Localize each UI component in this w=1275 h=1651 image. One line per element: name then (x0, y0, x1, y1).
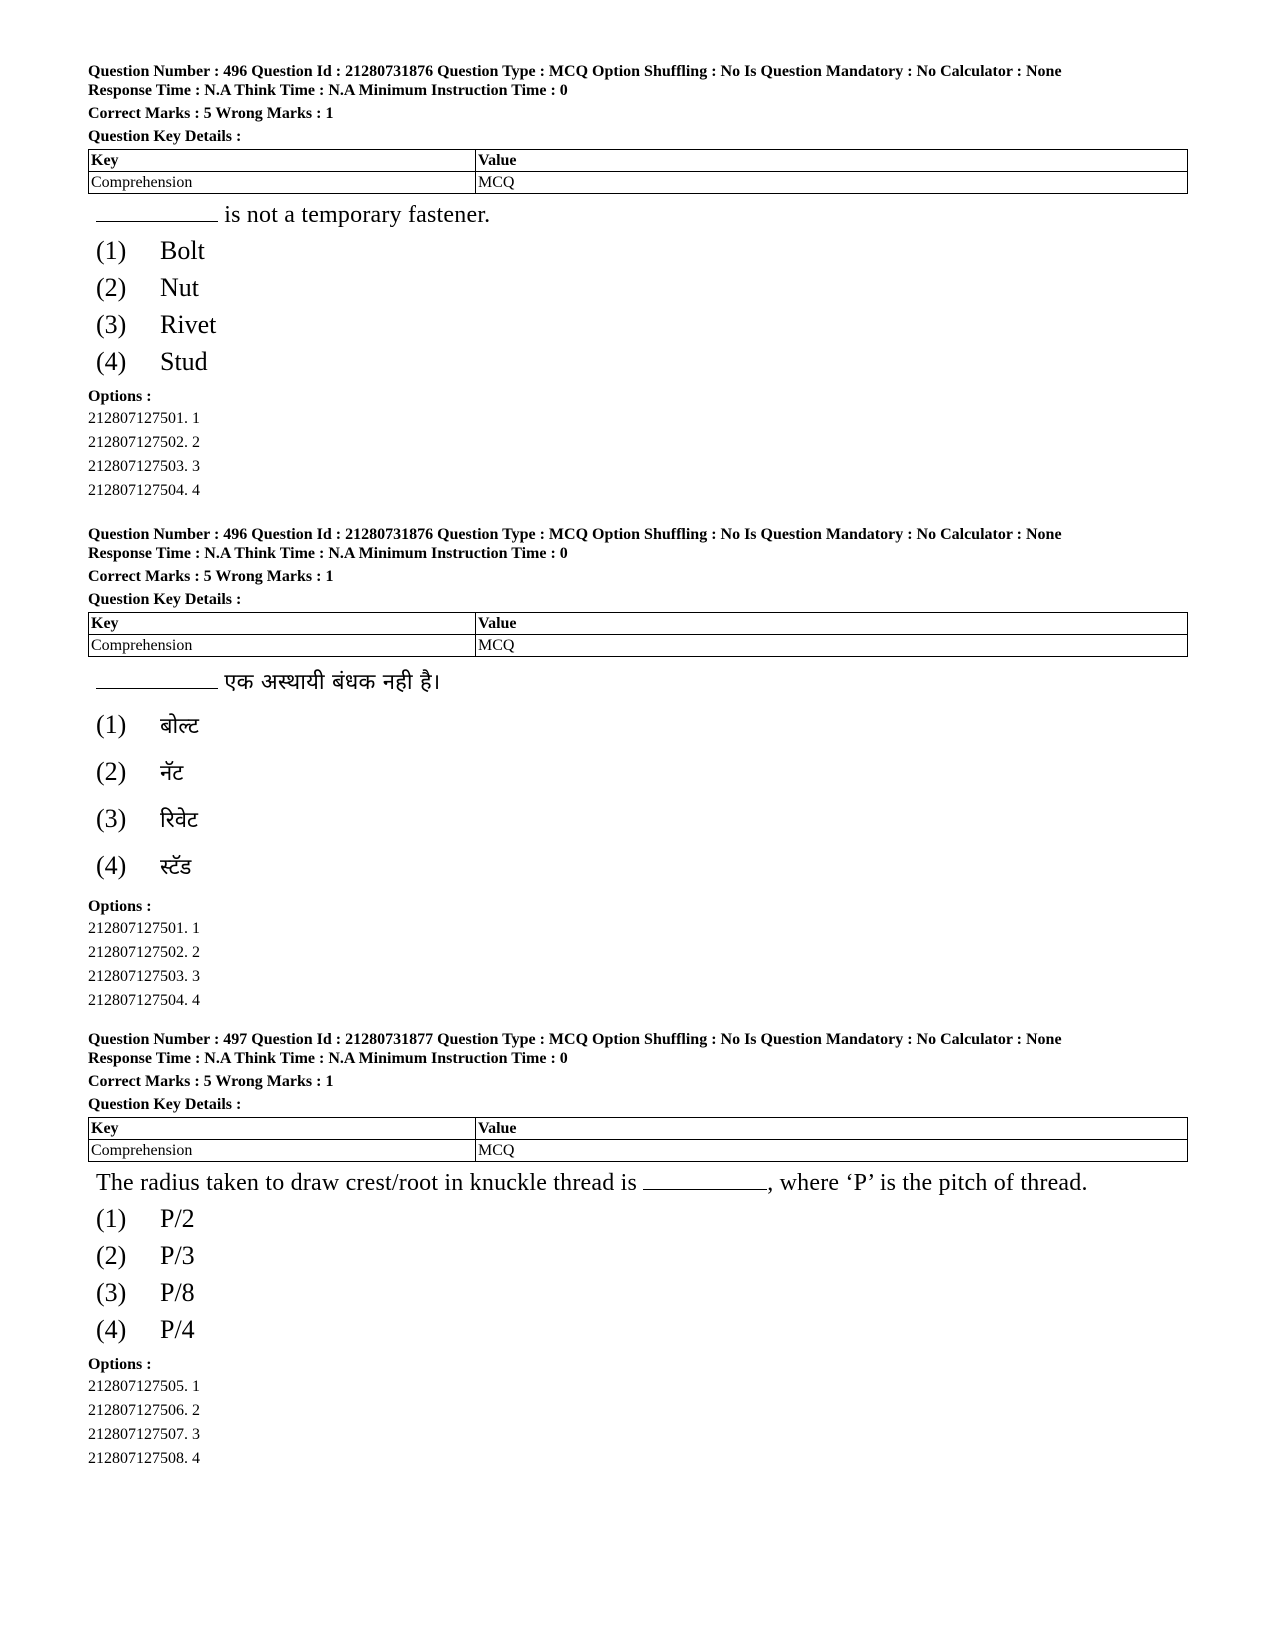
question-text-after-blank: is not a temporary fastener. (224, 202, 491, 228)
answer-blank (96, 220, 218, 222)
options-label: Options : (88, 1356, 152, 1373)
choice-item: (4) Stud (96, 347, 208, 376)
table-header-row (89, 613, 1188, 635)
key-details-table (88, 1117, 1188, 1162)
key-details-table (88, 612, 1188, 657)
question-key-details-label: Question Key Details : (88, 1096, 242, 1113)
question-text-before-blank: The radius taken to draw crest/root in knuckle thread is (96, 1170, 638, 1196)
choice-item: (4) स्टॅड (96, 851, 192, 880)
table-header-value: Value (476, 613, 1188, 635)
table-cell-key: Comprehension (89, 635, 476, 657)
question-key-details-label: Question Key Details : (88, 591, 242, 608)
question-text-after-blank: , where ‘P’ is the pitch of thread. (767, 1170, 1088, 1196)
option-id: 212807127503. 3 (88, 458, 200, 475)
question-block (88, 1030, 1188, 1471)
key-details-table (88, 149, 1188, 194)
option-id: 212807127507. 3 (88, 1426, 200, 1443)
table-row (89, 172, 1188, 194)
table-cell-value: MCQ (476, 172, 1188, 194)
choice-list (88, 232, 1188, 380)
question-meta-line: Question Number : 497 Question Id : 21280731877 Question Type : MCQ Option Shuffling : No Is Question Mandatory : No Calculator : None (88, 1031, 1062, 1048)
table-row (89, 635, 1188, 657)
table-cell-key: Comprehension (89, 172, 476, 194)
option-id: 212807127506. 2 (88, 1402, 200, 1419)
answer-blank (643, 1188, 767, 1190)
table-row (89, 1140, 1188, 1162)
question-meta-line: Question Number : 496 Question Id : 21280731876 Question Type : MCQ Option Shuffling : No Is Question Mandatory : No Calculator : None (88, 63, 1062, 80)
table-cell-value: MCQ (476, 1140, 1188, 1162)
option-id: 212807127502. 2 (88, 944, 200, 961)
option-id: 212807127501. 1 (88, 920, 200, 937)
option-id: 212807127505. 1 (88, 1378, 200, 1395)
choice-item: (3) P/8 (96, 1278, 195, 1307)
question-text-after-blank: एक अस्थायी बंधक नही है। (224, 670, 441, 695)
choice-item: (2) नॅट (96, 757, 184, 786)
choice-item: (1) Bolt (96, 236, 205, 265)
question-meta-line: Question Number : 496 Question Id : 21280731876 Question Type : MCQ Option Shuffling : No Is Question Mandatory : No Calculator : None (88, 526, 1062, 543)
option-id: 212807127504. 4 (88, 992, 200, 1009)
option-id: 212807127504. 4 (88, 482, 200, 499)
question-timing-line: Response Time : N.A Think Time : N.A Minimum Instruction Time : 0 (88, 545, 568, 562)
question-key-details-label: Question Key Details : (88, 128, 242, 145)
choice-item: (3) रिवेट (96, 804, 199, 833)
choice-item: (3) Rivet (96, 310, 217, 339)
question-marks: Correct Marks : 5 Wrong Marks : 1 (88, 105, 334, 122)
options-label: Options : (88, 898, 152, 915)
option-id: 212807127508. 4 (88, 1450, 200, 1467)
table-header-value: Value (476, 150, 1188, 172)
table-cell-value: MCQ (476, 635, 1188, 657)
question-timing-line: Response Time : N.A Think Time : N.A Minimum Instruction Time : 0 (88, 82, 568, 99)
question-block (88, 525, 1188, 1013)
option-id: 212807127502. 2 (88, 434, 200, 451)
choice-item: (1) P/2 (96, 1204, 195, 1233)
question-marks: Correct Marks : 5 Wrong Marks : 1 (88, 568, 334, 585)
choice-item: (4) P/4 (96, 1315, 195, 1344)
table-header-value: Value (476, 1118, 1188, 1140)
choice-item: (2) P/3 (96, 1241, 195, 1270)
question-block (88, 62, 1188, 503)
choice-item: (2) Nut (96, 273, 199, 302)
question-timing-line: Response Time : N.A Think Time : N.A Minimum Instruction Time : 0 (88, 1050, 568, 1067)
table-header-row (89, 150, 1188, 172)
question-marks: Correct Marks : 5 Wrong Marks : 1 (88, 1073, 334, 1090)
table-header-key: Key (89, 1118, 476, 1140)
choice-list (88, 702, 1188, 890)
question-text (96, 1168, 1188, 1198)
options-label: Options : (88, 388, 152, 405)
table-header-row (89, 1118, 1188, 1140)
table-header-key: Key (89, 150, 476, 172)
table-cell-key: Comprehension (89, 1140, 476, 1162)
answer-blank (96, 687, 218, 689)
table-header-key: Key (89, 613, 476, 635)
choice-item: (1) बोल्ट (96, 710, 199, 739)
option-id: 212807127501. 1 (88, 410, 200, 427)
choice-list (88, 1200, 1188, 1348)
question-text (96, 200, 1188, 230)
option-id: 212807127503. 3 (88, 968, 200, 985)
question-text (96, 667, 1188, 698)
